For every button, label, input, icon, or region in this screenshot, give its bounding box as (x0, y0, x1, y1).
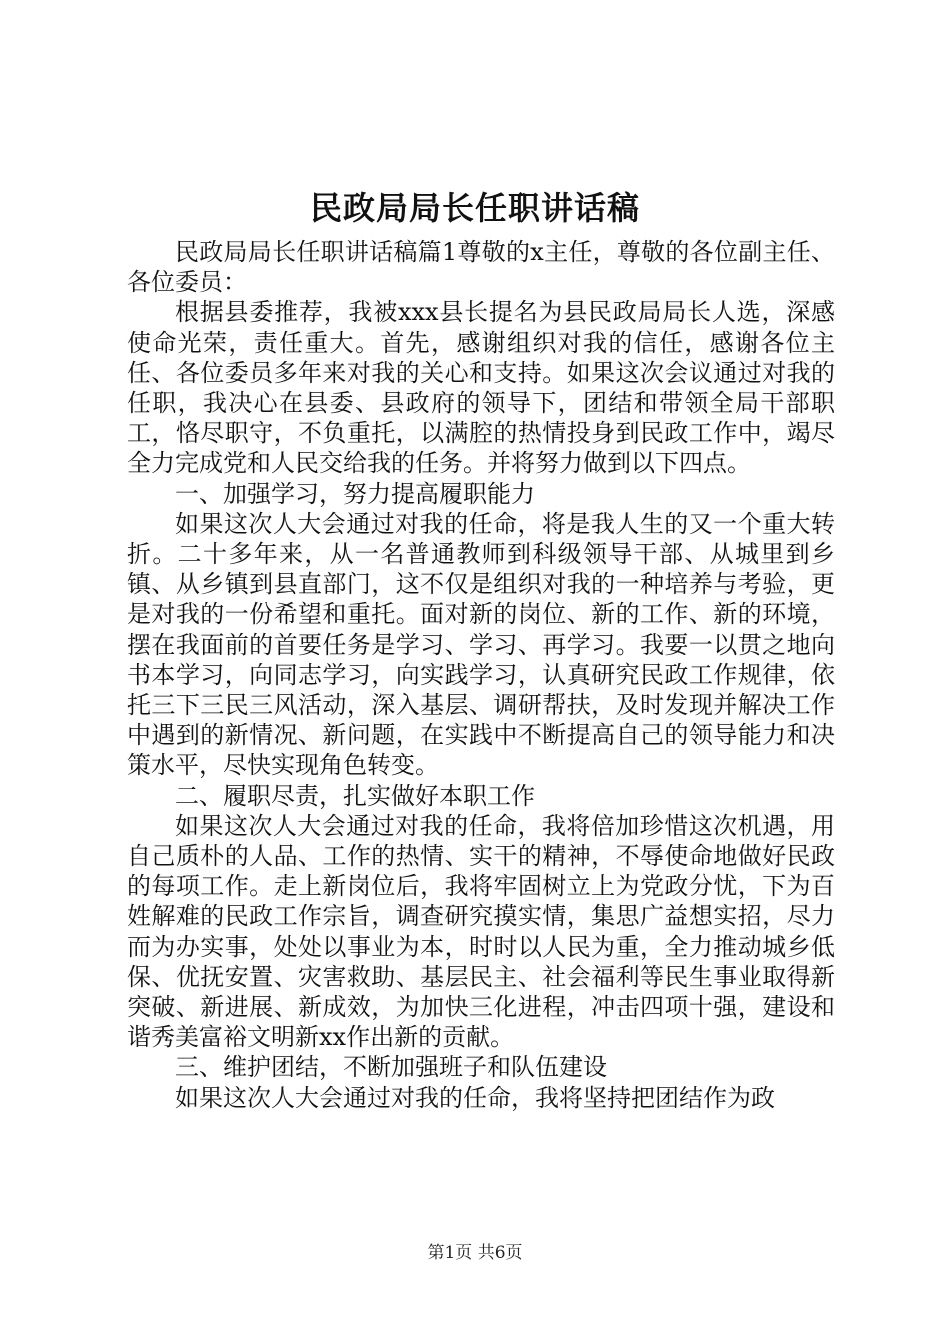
paragraph-section-2: 如果这次人大会通过对我的任命，我将倍加珍惜这次机遇，用自己质朴的人品、工作的热情、实干的精神，不辱使命地做好民政的每项工作。走上新岗位后，我将牢固树立上为党政分忧，下为百姓解难的民政工作宗旨，调查研究摸实情，集思广益想实招，尽力而为办实事，处处以事业为本，时时以人民为重，全力推动城乡低保、优抚安置、灾害救助、基层民主、社会福利等民生事业取得新突破、新进展、新成效，为加快三化进程，冲击四项十强，建设和谐秀美富裕文明新xx作出新的贡献。 (127, 811, 835, 1052)
paragraph-section-3: 如果这次人大会通过对我的任命，我将坚持把团结作为政 (175, 1083, 775, 1112)
section-heading-3: 三、维护团结，不断加强班子和队伍建设 (175, 1053, 607, 1082)
page-footer: 第1页 共6页 (427, 1243, 523, 1263)
document-body (127, 237, 835, 1113)
document-title: 民政局局长任职讲话稿 (309, 189, 640, 227)
paragraph-intro: 根据县委推荐，我被xxx县长提名为县民政局局长人选，深感使命光荣，责任重大。首先，感谢组织对我的信任，感谢各位主任、各位委员多年来对我的关心和支持。如果这次会议通过对我的任职，我决心在县委、县政府的领导下，团结和带领全局干部职工，恪尽职守，不负重托，以满腔的热情投身到民政工作中，竭尽全力完成党和人民交给我的任务。并将努力做到以下四点。 (127, 298, 835, 478)
paragraph-salutation: 民政局局长任职讲话稿篇1尊敬的x主任，尊敬的各位副主任、各位委员： (127, 238, 835, 297)
paragraph-section-1: 如果这次人大会通过对我的任命，将是我人生的又一个重大转折。二十多年来，从一名普通教师到科级领导干部、从城里到乡镇、从乡镇到县直部门，这不仅是组织对我的一种培养与考验，更是对我的一份希望和重托。面对新的岗位、新的工作、新的环境，摆在我面前的首要任务是学习、学习、再学习。我要一以贯之地向书本学习，向同志学习，向实践学习，认真研究民政工作规律，依托三下三民三风活动，深入基层、调研帮扶，及时发现并解决工作中遇到的新情况、新问题，在实践中不断提高自己的领导能力和决策水平，尽快实现角色转变。 (127, 509, 835, 780)
section-heading-2: 二、履职尽责，扎实做好本职工作 (175, 781, 535, 810)
section-heading-1: 一、加强学习，努力提高履职能力 (175, 479, 535, 508)
